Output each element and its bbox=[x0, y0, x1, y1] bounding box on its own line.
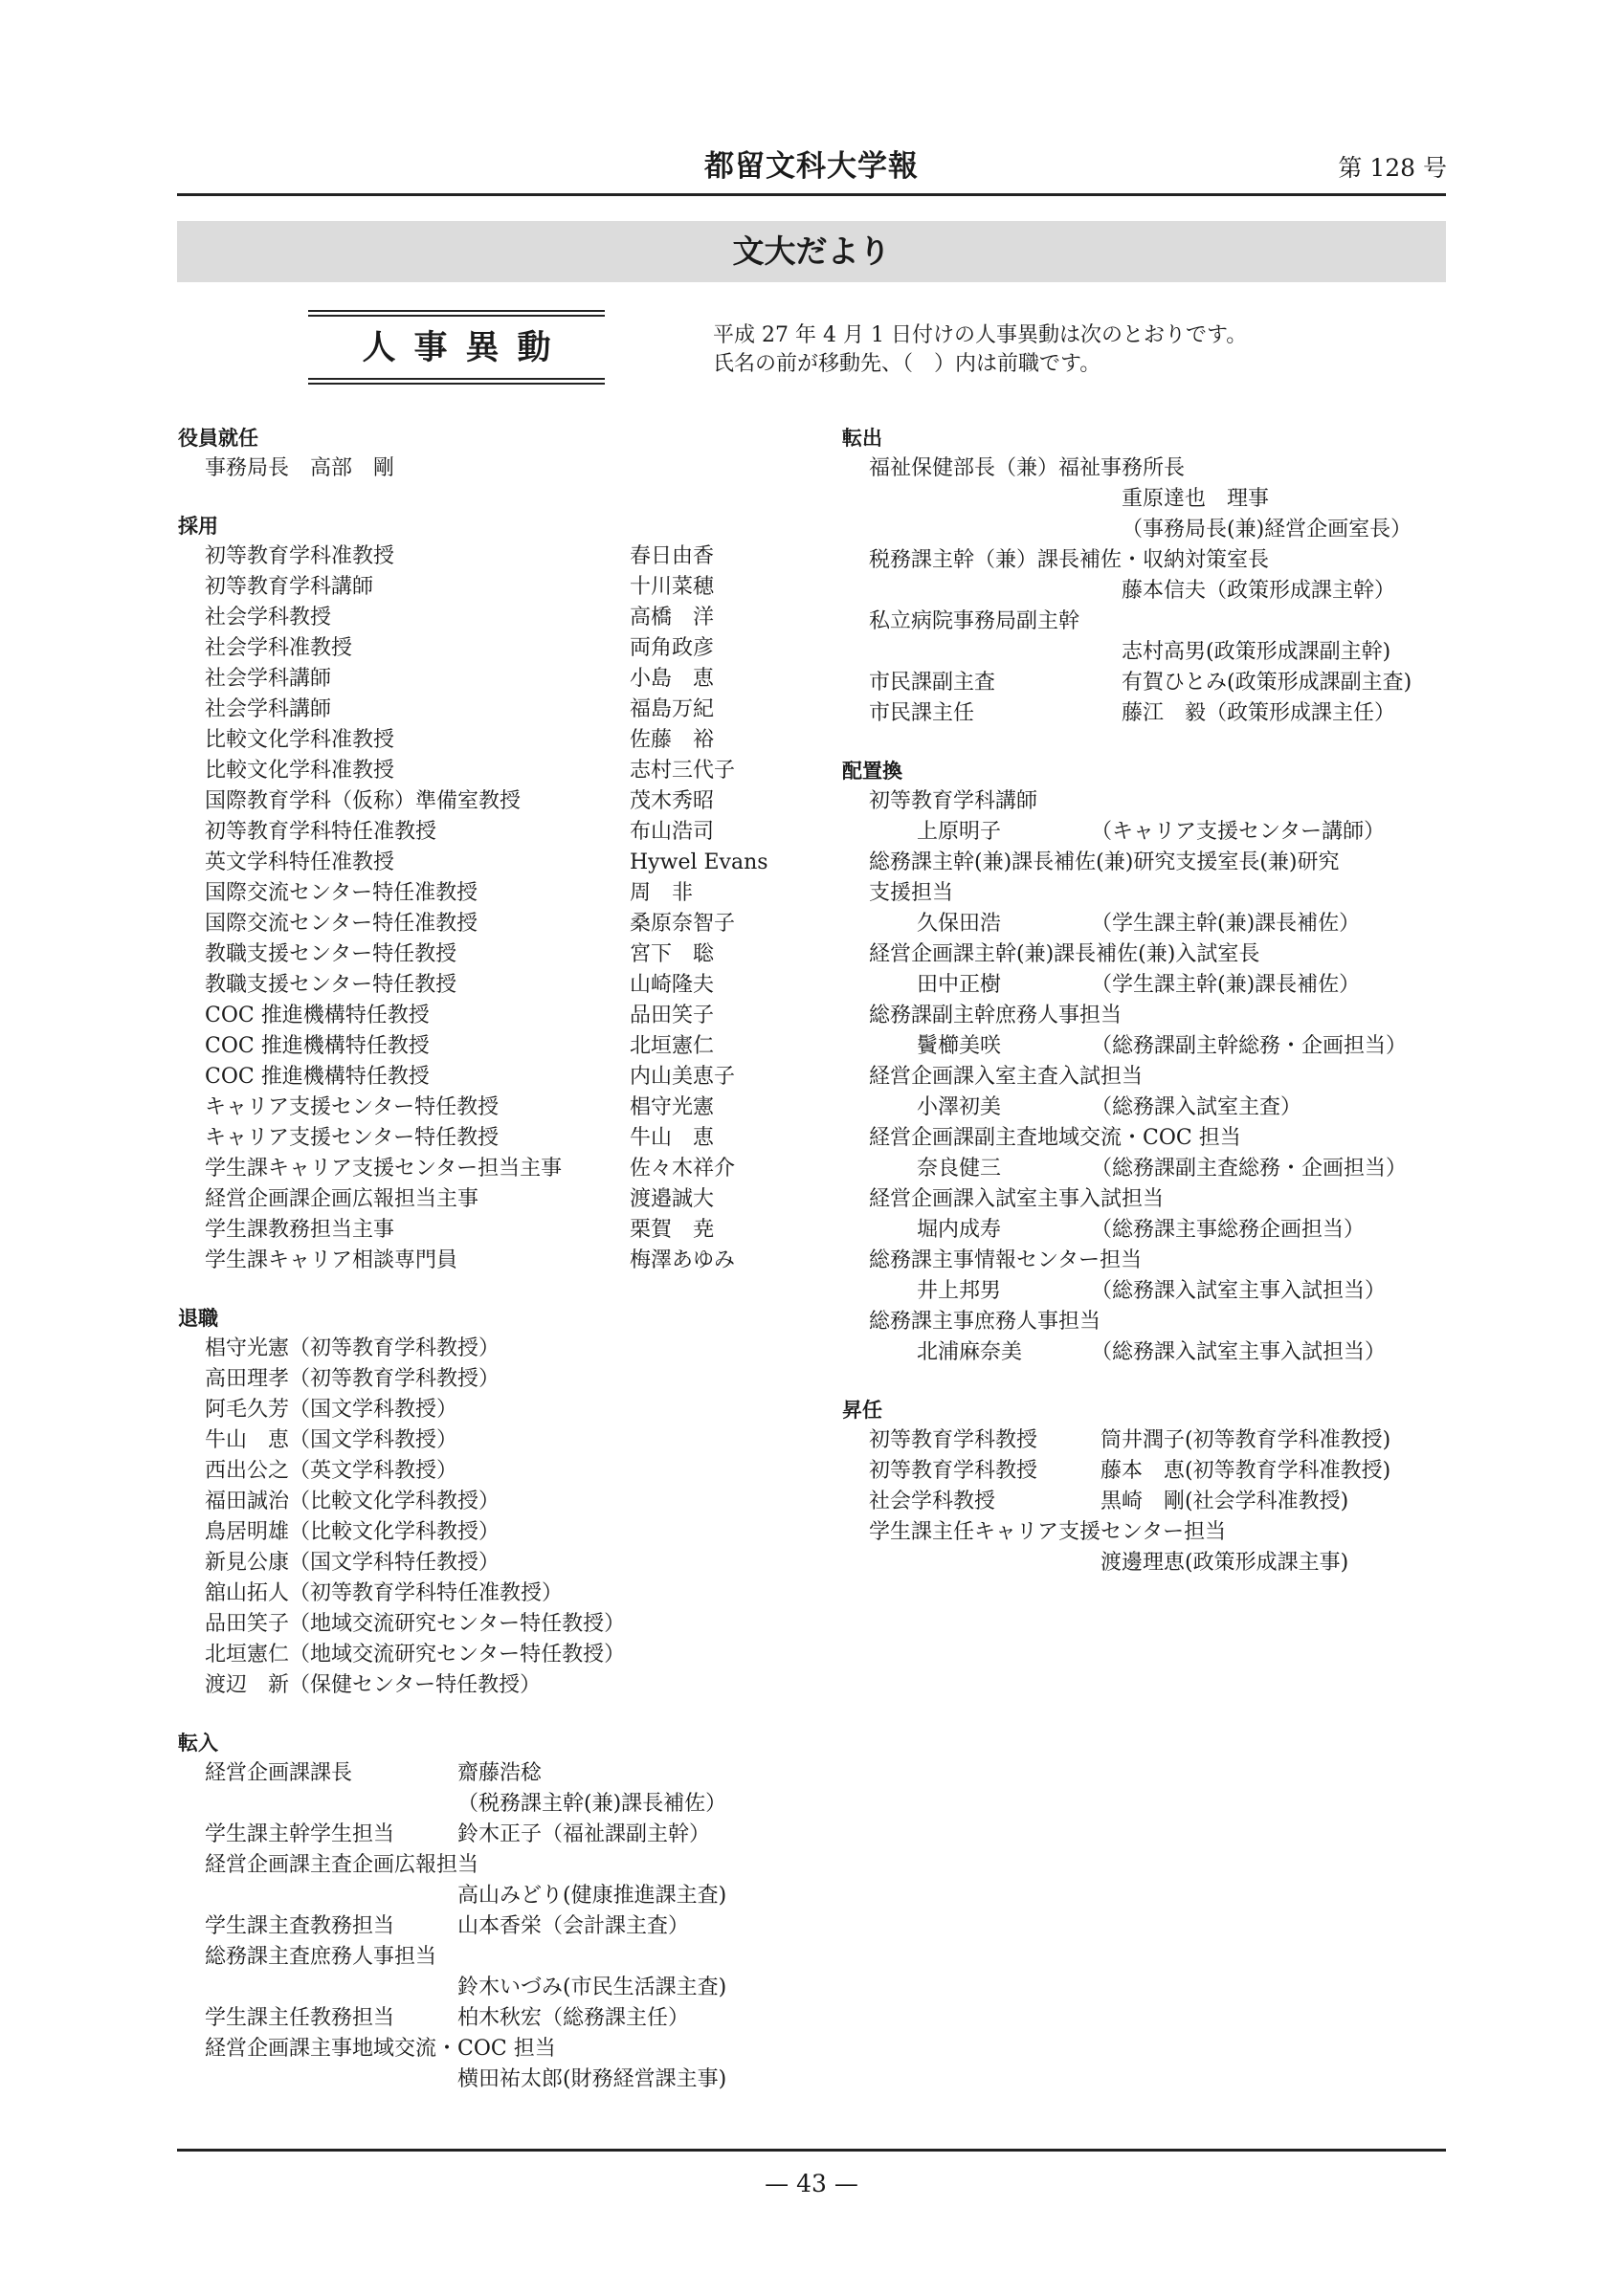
personnel-section bbox=[178, 1728, 838, 2095]
section-heading: 転入 bbox=[178, 1732, 218, 1755]
entry-text: 学生課主任教務担当 bbox=[205, 2006, 395, 2030]
entry-text: 経営企画課入室主査入試担当 bbox=[869, 1065, 1144, 1089]
list-item bbox=[842, 939, 1455, 970]
list-item bbox=[842, 1246, 1455, 1276]
intro-line: 平成 27 年 4 月 1 日付けの人事異動は次のとおりです。 bbox=[713, 323, 1248, 347]
entry-text: 佐藤 裕 bbox=[630, 728, 715, 752]
list-item bbox=[842, 878, 1455, 909]
list-item bbox=[178, 939, 838, 970]
list-item bbox=[178, 2064, 838, 2095]
entry-text: 総務課主幹(兼)課長補佐(兼)研究支援室長(兼)研究 bbox=[869, 850, 1340, 874]
entry-text: COC 推進機構特任教授 bbox=[205, 1065, 430, 1089]
entry-text: 市民課副主査 bbox=[869, 671, 996, 695]
list-item bbox=[178, 1789, 838, 1820]
issue-number: 第 128 号 bbox=[1338, 154, 1447, 182]
entry-text: （学生課主幹(兼)課長補佐） bbox=[1091, 912, 1361, 936]
list-item bbox=[178, 1973, 838, 2003]
entry-text: 布山浩司 bbox=[630, 820, 715, 844]
list-item bbox=[842, 484, 1455, 515]
entry-text: 教職支援センター特任教授 bbox=[205, 942, 457, 966]
entry-text: 志村高男(政策形成課副主幹) bbox=[1122, 640, 1391, 664]
entry-text: COC 推進機構特任教授 bbox=[205, 1004, 430, 1027]
list-item bbox=[178, 1123, 838, 1154]
entry-text: 横田祐太郎(財務経営課主事) bbox=[457, 2067, 727, 2091]
entry-text: （事務局長(兼)経営企画室長） bbox=[1122, 518, 1412, 541]
entry-text: 山本香栄（会計課主査） bbox=[457, 1914, 690, 1938]
list-item bbox=[178, 1031, 838, 1062]
entry-text: 市民課主任 bbox=[869, 701, 975, 725]
entry-text: 経営企画課主事地域交流・COC 担当 bbox=[205, 2037, 556, 2061]
entry-text: 学生課キャリア支援センター担当主事 bbox=[205, 1157, 563, 1181]
entry-text: 品田笑子 bbox=[630, 1004, 715, 1027]
entry-text: 梅澤あゆみ bbox=[630, 1248, 736, 1272]
entry-text: 初等教育学科准教授 bbox=[205, 544, 395, 568]
list-item bbox=[842, 637, 1455, 668]
entry-text: 初等教育学科教授 bbox=[869, 1428, 1038, 1452]
entry-text: 総務課主事情報センター担当 bbox=[869, 1248, 1143, 1272]
list-item bbox=[842, 1184, 1455, 1215]
list-item bbox=[178, 1820, 838, 1850]
list-item bbox=[842, 1123, 1455, 1154]
entry-text: Hywel Evans bbox=[630, 850, 768, 874]
page-number: — 43 — bbox=[765, 2170, 858, 2197]
entry-text: 久保田浩 bbox=[917, 912, 1002, 936]
entry-text: 十川菜穂 bbox=[630, 575, 715, 599]
entry-text: 英文学科特任准教授 bbox=[205, 850, 395, 874]
entry-text: 山崎隆夫 bbox=[630, 973, 715, 997]
entry-text: 教職支援センター特任教授 bbox=[205, 973, 457, 997]
list-item bbox=[178, 1001, 838, 1031]
section-banner: 文大だより bbox=[177, 221, 1446, 282]
personnel-section bbox=[178, 423, 838, 484]
list-item bbox=[178, 878, 838, 909]
entry-text: 北浦麻奈美 bbox=[917, 1340, 1023, 1364]
list-item bbox=[842, 1337, 1455, 1368]
list-item bbox=[178, 1246, 838, 1276]
personnel-section bbox=[842, 1395, 1455, 1578]
list-item bbox=[842, 1307, 1455, 1337]
entry-text: 舘山拓人（初等教育学科特任准教授） bbox=[205, 1581, 564, 1605]
section-title: 人事異動 bbox=[362, 329, 569, 367]
entry-text: 総務課主査庶務人事担当 bbox=[205, 1945, 437, 1969]
list-item bbox=[842, 607, 1455, 637]
entry-text: （キャリア支援センター講師） bbox=[1091, 820, 1386, 844]
entry-text: 社会学科教授 bbox=[869, 1490, 996, 1513]
list-item bbox=[842, 453, 1455, 484]
entry-text: 春日由香 bbox=[630, 544, 715, 568]
entry-text: 牛山 恵 bbox=[630, 1126, 715, 1150]
list-item bbox=[178, 664, 838, 695]
entry-text: 小島 恵 bbox=[630, 667, 715, 691]
entry-text: 社会学科准教授 bbox=[205, 636, 353, 660]
entry-text: 黒崎 剛(社会学科准教授) bbox=[1101, 1490, 1349, 1513]
entry-text: 鬢櫛美咲 bbox=[917, 1034, 1002, 1058]
journal-title: 都留文科大学報 bbox=[704, 149, 919, 184]
list-item bbox=[178, 1487, 838, 1517]
list-item bbox=[842, 1093, 1455, 1123]
list-item bbox=[842, 1425, 1455, 1456]
list-item bbox=[842, 698, 1455, 729]
entry-text: 福田誠治（比較文化学科教授） bbox=[205, 1490, 500, 1513]
header-rule bbox=[177, 193, 1446, 196]
list-item bbox=[178, 1881, 838, 1911]
entry-text: 桑原奈智子 bbox=[630, 912, 736, 936]
list-item bbox=[842, 817, 1455, 848]
entry-text: 上原明子 bbox=[917, 820, 1002, 844]
list-item bbox=[178, 756, 838, 786]
entry-text: 堀内成寿 bbox=[917, 1218, 1002, 1242]
list-item bbox=[842, 1062, 1455, 1093]
list-item bbox=[842, 515, 1455, 545]
entry-text: 栗賀 尭 bbox=[630, 1218, 715, 1242]
list-item bbox=[178, 2034, 838, 2064]
list-item bbox=[178, 1184, 838, 1215]
list-item bbox=[842, 1456, 1455, 1487]
list-item bbox=[178, 541, 838, 572]
entry-text: 社会学科教授 bbox=[205, 606, 332, 629]
list-item bbox=[178, 1334, 838, 1364]
intro-line: 氏名の前が移動先、（ ）内は前職です。 bbox=[713, 352, 1101, 376]
right-column bbox=[842, 423, 1455, 1605]
entry-text: 藤本信夫（政策形成課主幹） bbox=[1122, 579, 1396, 603]
entry-text: 初等教育学科教授 bbox=[869, 1459, 1038, 1483]
entry-text: 重原達也 理事 bbox=[1122, 487, 1270, 511]
entry-text: 佐々木祥介 bbox=[630, 1157, 736, 1181]
entry-text: 牛山 恵（国文学科教授） bbox=[205, 1428, 458, 1452]
list-item bbox=[178, 817, 838, 848]
list-item bbox=[842, 1154, 1455, 1184]
entry-text: 学生課キャリア相談専門員 bbox=[205, 1248, 458, 1272]
intro-text bbox=[713, 321, 1247, 379]
entry-text: 鈴木正子（福祉課副主幹） bbox=[457, 1822, 711, 1846]
list-item bbox=[842, 545, 1455, 576]
list-item bbox=[842, 576, 1455, 607]
entry-text: 渡邉誠大 bbox=[630, 1187, 715, 1211]
list-item bbox=[178, 1395, 838, 1425]
list-item bbox=[842, 1517, 1455, 1548]
section-heading: 昇任 bbox=[842, 1399, 882, 1422]
list-item bbox=[178, 1670, 838, 1701]
entry-text: （総務課副主査総務・企画担当） bbox=[1091, 1157, 1408, 1181]
entry-text: 国際交流センター特任准教授 bbox=[205, 881, 478, 905]
personnel-section bbox=[842, 423, 1455, 729]
entry-text: 初等教育学科講師 bbox=[869, 789, 1038, 813]
list-item bbox=[842, 1215, 1455, 1246]
list-item bbox=[178, 1215, 838, 1246]
entry-text: 学生課主査教務担当 bbox=[205, 1914, 395, 1938]
entry-text: 比較文化学科准教授 bbox=[205, 728, 395, 752]
entry-text: 渡邊理恵(政策形成課主事) bbox=[1101, 1551, 1349, 1575]
section-heading: 採用 bbox=[178, 515, 218, 538]
entry-text: （総務課副主幹総務・企画担当） bbox=[1091, 1034, 1408, 1058]
list-item bbox=[178, 453, 838, 484]
entry-text: 藤江 毅（政策形成課主任） bbox=[1122, 701, 1396, 725]
entry-text: 総務課副主幹庶務人事担当 bbox=[869, 1004, 1123, 1027]
list-item bbox=[842, 1276, 1455, 1307]
list-item bbox=[178, 1911, 838, 1942]
section-heading: 退職 bbox=[178, 1307, 218, 1330]
entry-text: 渡辺 新（保健センター特任教授） bbox=[205, 1673, 542, 1697]
entry-text: キャリア支援センター特任教授 bbox=[205, 1095, 500, 1119]
entry-text: （総務課主事総務企画担当） bbox=[1091, 1218, 1366, 1242]
entry-text: 経営企画課企画広報担当主事 bbox=[205, 1187, 479, 1211]
entry-text: 初等教育学科特任准教授 bbox=[205, 820, 437, 844]
entry-text: 田中正樹 bbox=[917, 973, 1002, 997]
entry-text: 新見公康（国文学科特任教授） bbox=[205, 1551, 500, 1575]
list-item bbox=[178, 2003, 838, 2034]
list-item bbox=[178, 1578, 838, 1609]
entry-text: 藤本 恵(初等教育学科准教授) bbox=[1101, 1459, 1391, 1483]
entry-text: 椙守光憲 bbox=[630, 1095, 715, 1119]
entry-text: 経営企画課主査企画広報担当 bbox=[205, 1853, 479, 1877]
entry-text: 初等教育学科講師 bbox=[205, 575, 374, 599]
list-item bbox=[178, 1850, 838, 1881]
list-item bbox=[842, 848, 1455, 878]
entry-text: 北垣憲仁 bbox=[630, 1034, 715, 1058]
entry-text: 支援担当 bbox=[869, 881, 954, 905]
entry-text: 小澤初美 bbox=[917, 1095, 1002, 1119]
entry-text: 柏木秋宏（総務課主任） bbox=[457, 2006, 690, 2030]
list-item bbox=[178, 633, 838, 664]
entry-text: 経営企画課入試室主事入試担当 bbox=[869, 1187, 1165, 1211]
entry-text: 宮下 聡 bbox=[630, 942, 715, 966]
entry-text: （税務課主幹(兼)課長補佐） bbox=[457, 1792, 727, 1816]
entry-text: 総務課主事庶務人事担当 bbox=[869, 1310, 1101, 1334]
entry-text: 北垣憲仁（地域交流研究センター特任教授） bbox=[205, 1643, 626, 1667]
left-column bbox=[178, 423, 838, 2122]
entry-text: 齋藤浩稔 bbox=[457, 1761, 543, 1785]
list-item bbox=[178, 1517, 838, 1548]
personnel-section bbox=[178, 1303, 838, 1701]
entry-text: 経営企画課主幹(兼)課長補佐(兼)入試室長 bbox=[869, 942, 1260, 966]
entry-text: 私立病院事務局副主幹 bbox=[869, 609, 1080, 633]
entry-text: （学生課主幹(兼)課長補佐） bbox=[1091, 973, 1361, 997]
list-item bbox=[178, 603, 838, 633]
entry-text: 福島万紀 bbox=[630, 697, 715, 721]
entry-text: キャリア支援センター特任教授 bbox=[205, 1126, 500, 1150]
section-title-box bbox=[308, 310, 605, 385]
entry-text: 事務局長 高部 剛 bbox=[205, 456, 395, 480]
list-item bbox=[178, 1758, 838, 1789]
entry-text: 経営企画課副主査地域交流・COC 担当 bbox=[869, 1126, 1241, 1150]
personnel-section bbox=[842, 756, 1455, 1368]
entry-text: 税務課主幹（兼）課長補佐・収納対策室長 bbox=[869, 548, 1270, 572]
entry-text: 筒井潤子(初等教育学科准教授) bbox=[1101, 1428, 1391, 1452]
entry-text: 学生課主幹学生担当 bbox=[205, 1822, 395, 1846]
entry-text: 福祉保健部長（兼）福祉事務所長 bbox=[869, 456, 1186, 480]
section-heading: 転出 bbox=[842, 427, 882, 450]
list-item bbox=[842, 1031, 1455, 1062]
list-item bbox=[178, 786, 838, 817]
entry-text: 茂木秀昭 bbox=[630, 789, 715, 813]
entry-text: 学生課主任キャリア支援センター担当 bbox=[869, 1520, 1227, 1544]
footer-rule bbox=[177, 2149, 1446, 2152]
list-item bbox=[178, 848, 838, 878]
entry-text: 国際交流センター特任准教授 bbox=[205, 912, 478, 936]
list-item bbox=[842, 786, 1455, 817]
entry-text: 高山みどり(健康推進課主査) bbox=[457, 1884, 727, 1908]
entry-text: 井上邦男 bbox=[917, 1279, 1002, 1303]
list-item bbox=[842, 909, 1455, 939]
entry-text: 両角政彦 bbox=[630, 636, 715, 660]
list-item bbox=[842, 1001, 1455, 1031]
list-item bbox=[178, 1093, 838, 1123]
list-item bbox=[178, 1456, 838, 1487]
list-item bbox=[178, 1548, 838, 1578]
entry-text: 奈良健三 bbox=[917, 1157, 1002, 1181]
entry-text: （総務課入試室主査） bbox=[1091, 1095, 1302, 1119]
entry-text: 西出公之（英文学科教授） bbox=[205, 1459, 458, 1483]
entry-text: 国際教育学科（仮称）準備室教授 bbox=[205, 789, 522, 813]
section-heading: 役員就任 bbox=[178, 427, 258, 450]
personnel-section bbox=[178, 511, 838, 1276]
entry-text: 阿毛久芳（国文学科教授） bbox=[205, 1398, 458, 1422]
list-item bbox=[178, 1154, 838, 1184]
list-item bbox=[178, 572, 838, 603]
entry-text: 志村三代子 bbox=[630, 759, 736, 783]
list-item bbox=[178, 1425, 838, 1456]
entry-text: 内山美恵子 bbox=[630, 1065, 736, 1089]
entry-text: （総務課入試室主事入試担当） bbox=[1091, 1340, 1387, 1364]
entry-text: 品田笑子（地域交流研究センター特任教授） bbox=[205, 1612, 626, 1636]
entry-text: 高橋 洋 bbox=[630, 606, 715, 629]
list-item bbox=[842, 1548, 1455, 1578]
list-item bbox=[178, 1364, 838, 1395]
entry-text: 椙守光憲（初等教育学科教授） bbox=[205, 1336, 500, 1360]
entry-text: 社会学科講師 bbox=[205, 697, 332, 721]
entry-text: 有賀ひとみ(政策形成課副主査) bbox=[1122, 671, 1412, 695]
entry-text: COC 推進機構特任教授 bbox=[205, 1034, 430, 1058]
list-item bbox=[178, 970, 838, 1001]
entry-text: （総務課入試室主事入試担当） bbox=[1091, 1279, 1387, 1303]
list-item bbox=[842, 668, 1455, 698]
list-item bbox=[178, 1062, 838, 1093]
list-item bbox=[842, 1487, 1455, 1517]
list-item bbox=[178, 1640, 838, 1670]
entry-text: 経営企画課課長 bbox=[205, 1761, 353, 1785]
entry-text: 鳥居明雄（比較文化学科教授） bbox=[205, 1520, 500, 1544]
list-item bbox=[842, 970, 1455, 1001]
entry-text: 学生課教務担当主事 bbox=[205, 1218, 395, 1242]
section-heading: 配置換 bbox=[842, 760, 902, 783]
list-item bbox=[178, 1942, 838, 1973]
entry-text: 周 非 bbox=[630, 881, 694, 905]
entry-text: 鈴木いづみ(市民生活課主査) bbox=[457, 1976, 727, 1999]
entry-text: 高田理孝（初等教育学科教授） bbox=[205, 1367, 500, 1391]
entry-text: 比較文化学科准教授 bbox=[205, 759, 395, 783]
list-item bbox=[178, 725, 838, 756]
list-item bbox=[178, 909, 838, 939]
list-item bbox=[178, 1609, 838, 1640]
entry-text: 社会学科講師 bbox=[205, 667, 332, 691]
list-item bbox=[178, 695, 838, 725]
